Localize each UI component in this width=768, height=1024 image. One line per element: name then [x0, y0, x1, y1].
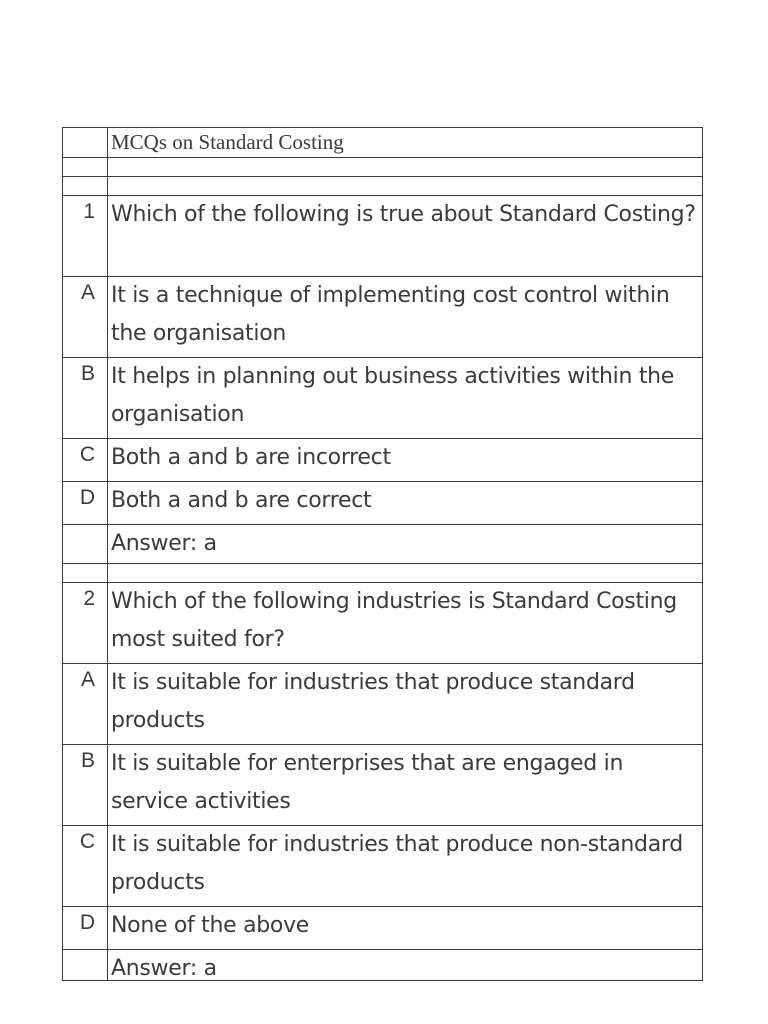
option-row: [63, 826, 703, 907]
answer-row: [63, 950, 703, 981]
option-text: It helps in planning out business activities within the organisation: [108, 358, 703, 439]
option-row: [63, 664, 703, 745]
blank-row: [63, 158, 703, 177]
empty-cell: [63, 128, 108, 158]
option-row: [63, 439, 703, 482]
answer-cell: [108, 950, 703, 981]
answer-row: [63, 525, 703, 564]
empty-cell: [63, 525, 108, 564]
option-letter: D: [63, 907, 108, 950]
title-row: [63, 128, 703, 158]
empty-cell: [63, 950, 108, 981]
option-row: [63, 277, 703, 358]
option-text: It is a technique of implementing cost control within the organisation: [108, 277, 703, 358]
option-text: It is suitable for enterprises that are engaged in service activities: [108, 745, 703, 826]
option-letter: A: [63, 664, 108, 745]
option-text: It is suitable for industries that produce non-standard products: [108, 826, 703, 907]
question-number: 2: [63, 583, 108, 664]
option-letter: A: [63, 277, 108, 358]
option-row: [63, 745, 703, 826]
option-letter: C: [63, 439, 108, 482]
option-letter: B: [63, 358, 108, 439]
question-number: 1: [63, 196, 108, 277]
option-text: None of the above: [108, 907, 703, 950]
option-row: [63, 482, 703, 525]
option-text: Both a and b are incorrect: [108, 439, 703, 482]
answer-text: Answer: a: [108, 525, 703, 564]
option-letter: C: [63, 826, 108, 907]
blank-row: [63, 177, 703, 196]
answer-text: Answer: a: [111, 956, 217, 980]
option-letter: D: [63, 482, 108, 525]
option-text: It is suitable for industries that produce standard products: [108, 664, 703, 745]
document-title: MCQs on Standard Costing: [108, 128, 703, 158]
mcq-table: [62, 127, 703, 981]
option-row: [63, 907, 703, 950]
question-text: Which of the following is true about Standard Costing?: [108, 196, 703, 277]
question-text: Which of the following industries is Standard Costing most suited for?: [108, 583, 703, 664]
option-row: [63, 358, 703, 439]
question-row: [63, 196, 703, 277]
option-letter: B: [63, 745, 108, 826]
question-row: [63, 583, 703, 664]
blank-row: [63, 564, 703, 583]
option-text: Both a and b are correct: [108, 482, 703, 525]
